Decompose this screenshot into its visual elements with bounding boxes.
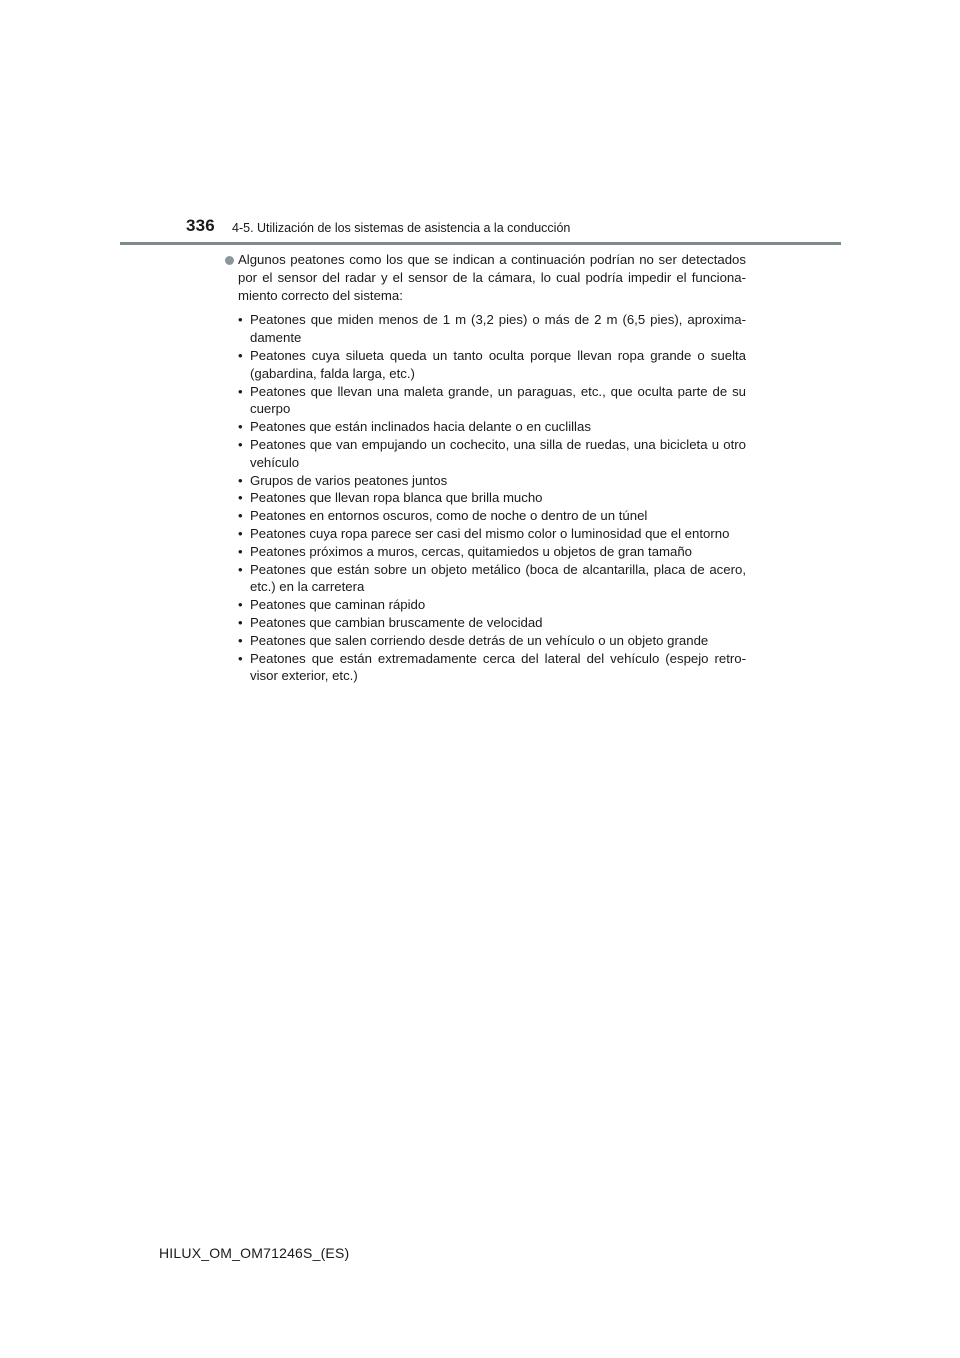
list-item-text: Peatones que llevan ropa blanca que brilla mucho <box>250 490 543 506</box>
bullet-dot-icon: • <box>238 543 243 559</box>
list-item <box>238 472 746 490</box>
bullet-dot-icon: • <box>238 614 243 630</box>
section-title: 4-5. Utilización de los sistemas de asistencia a la conducción <box>232 221 571 235</box>
main-content <box>224 251 746 685</box>
list-item-text: Grupos de varios peatones juntos <box>250 472 448 488</box>
bullet-dot-icon: • <box>238 347 243 363</box>
list-item-text: Peatones que salen corriendo desde detrás de un vehículo o un objeto grande <box>250 632 709 648</box>
list-item-text: Peatones en entornos oscuros, como de noche o dentro de un túnel <box>250 508 648 524</box>
list-item-text: Peatones que llevan una maleta grande, un paraguas, etc., que oculta parte de su cuerpo <box>250 383 746 417</box>
bullet-dot-icon: • <box>238 525 243 541</box>
list-item-text: Peatones que están sobre un objeto metálico (boca de alcantarilla, placa de acero, etc.) en la carretera <box>250 561 746 595</box>
list-item <box>238 507 746 525</box>
lead-text: Algunos peatones como los que se indican a continuación podrían no ser detectados por el sensor del radar y el sensor de la cámara, lo cual podría impedir el funciona-miento correcto del sistema: <box>238 252 746 303</box>
list-item <box>238 525 746 543</box>
bullet-dot-icon: • <box>238 561 243 577</box>
list-item <box>238 596 746 614</box>
list-item-text: Peatones que cambian bruscamente de velocidad <box>250 614 543 630</box>
bullet-dot-icon: • <box>238 472 243 488</box>
bullet-dot-icon: • <box>238 508 243 524</box>
pedestrian-conditions-list <box>224 311 746 685</box>
list-item <box>238 383 746 419</box>
list-item-text: Peatones que están extremadamente cerca del lateral del vehículo (espejo retro-visor exterior, etc.) <box>250 650 746 684</box>
bullet-dot-icon: • <box>238 312 243 328</box>
list-item-text: Peatones que miden menos de 1 m (3,2 pies) o más de 2 m (6,5 pies), aproxima-damente <box>250 312 746 346</box>
bullet-dot-icon: • <box>238 632 243 648</box>
list-item <box>238 436 746 472</box>
bullet-dot-icon: • <box>238 650 243 666</box>
list-item <box>238 418 746 436</box>
list-item <box>238 561 746 597</box>
header-divider <box>120 242 841 245</box>
list-item <box>238 347 746 383</box>
lead-paragraph <box>224 251 746 304</box>
list-item-text: Peatones que van empujando un cochecito, una silla de ruedas, una bicicleta u otro vehículo <box>250 436 746 470</box>
list-item <box>238 632 746 650</box>
document-code: HILUX_OM_OM71246S_(ES) <box>159 1245 350 1261</box>
list-item-text: Peatones cuya silueta queda un tanto oculta porque llevan ropa grande o suelta (gabardina, falda larga, etc.) <box>250 347 746 381</box>
bullet-dot-icon: • <box>238 419 243 435</box>
bullet-dot-icon: • <box>238 490 243 506</box>
bullet-dot-icon: • <box>238 597 243 613</box>
page-number: 336 <box>186 216 215 235</box>
list-item <box>238 650 746 686</box>
list-item-text: Peatones que caminan rápido <box>250 597 426 613</box>
circle-bullet-icon <box>225 256 234 265</box>
list-item <box>238 614 746 632</box>
list-item-text: Peatones próximos a muros, cercas, quitamiedos u objetos de gran tamaño <box>250 543 693 559</box>
list-item <box>238 543 746 561</box>
list-item-text: Peatones que están inclinados hacia delante o en cuclillas <box>250 419 591 435</box>
list-item <box>238 311 746 347</box>
list-item <box>238 489 746 507</box>
list-item-text: Peatones cuya ropa parece ser casi del mismo color o luminosidad que el entorno <box>250 525 730 541</box>
bullet-dot-icon: • <box>238 436 243 452</box>
bullet-dot-icon: • <box>238 383 243 399</box>
